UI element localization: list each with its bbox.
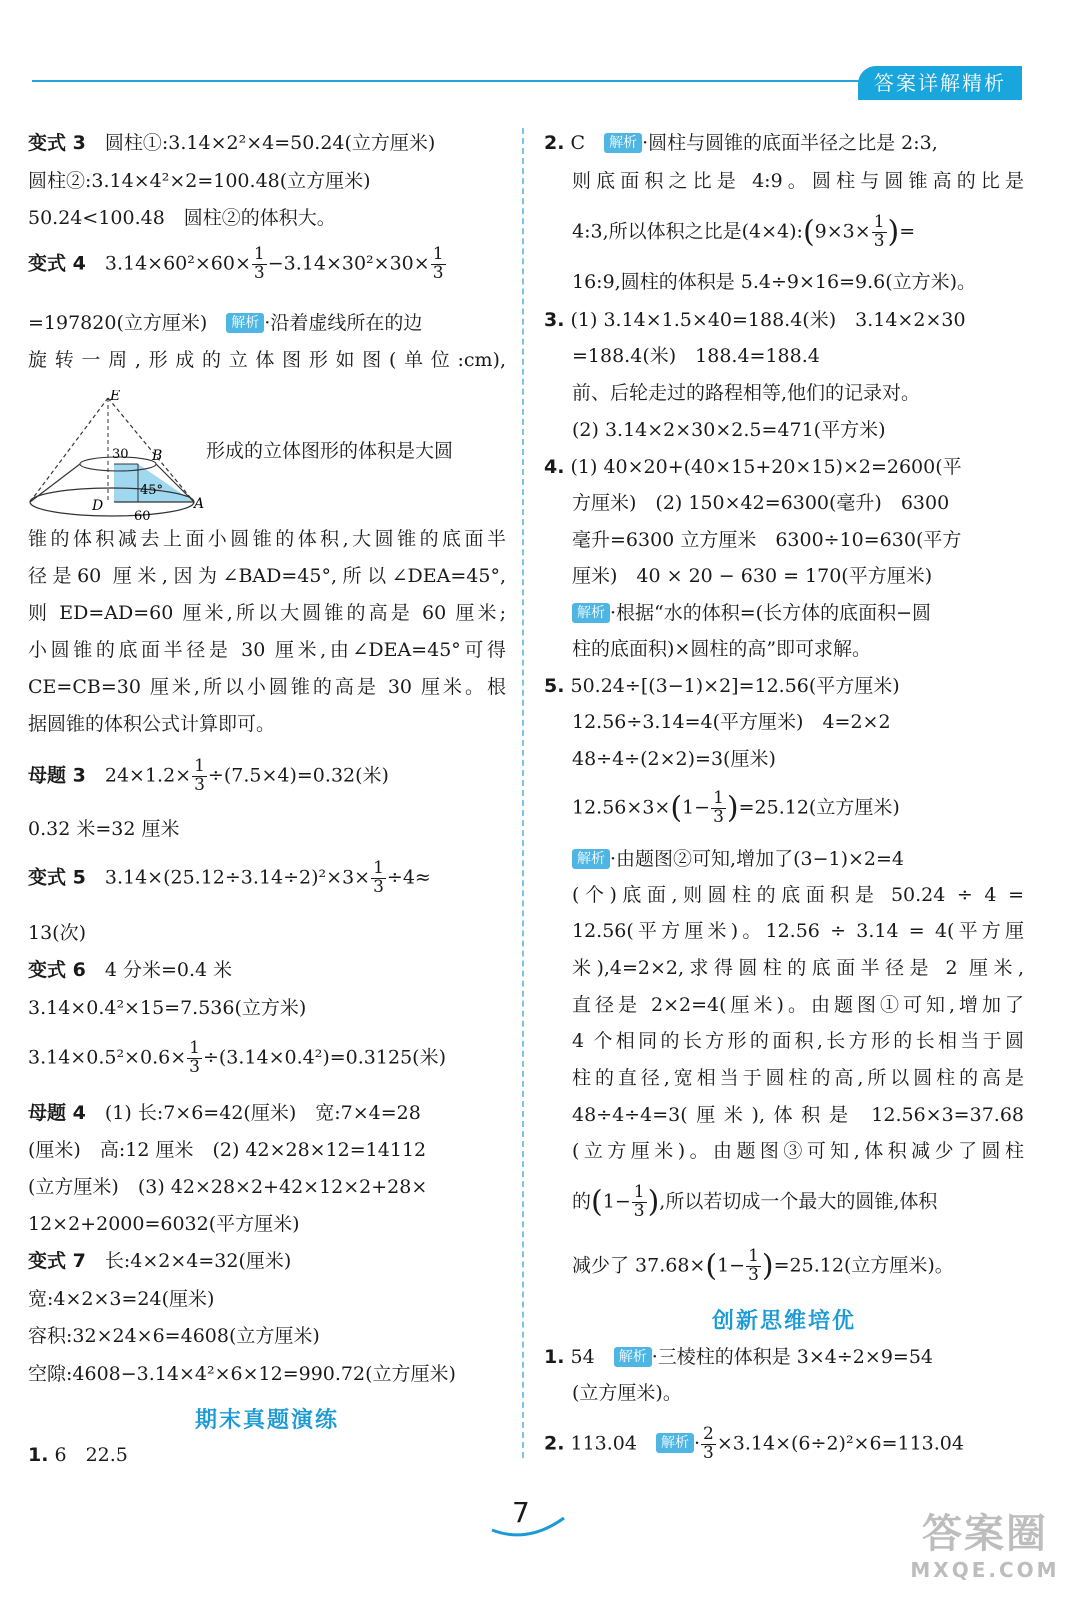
answer-line: (立方厘米)。	[572, 1382, 682, 1404]
label-60: 60	[134, 509, 151, 520]
analysis-tag: 解析	[614, 1347, 652, 1367]
fraction: $\frac{1}{3}$	[873, 212, 885, 251]
answer-line: 48÷4÷(2×2)=3(厘米)	[572, 748, 776, 770]
page-number: 7	[512, 1496, 530, 1529]
fraction: $\frac{1}{3}$	[748, 1246, 759, 1285]
answer-line: (2) 3.14×2×30×2.5=471(平方米)	[572, 419, 886, 441]
answer-line: 48÷4÷4=3(厘米),体积是 12.56×3=37.68	[572, 1104, 1024, 1126]
answer-line: 圆柱②:3.14×4²×2=100.48(立方厘米)	[28, 170, 371, 192]
answer-line: (厘米) 高:12 厘米 (2) 42×28×12=14112	[28, 1139, 427, 1161]
answer-line: 形成的立体图形的体积是大圆	[206, 440, 454, 462]
label-A: A	[194, 496, 205, 512]
watermark-site: MXQE.COM	[910, 1558, 1060, 1582]
fraction: $\frac{1}{3}$	[253, 244, 265, 283]
header-tab: 答案详解精析	[858, 66, 1022, 100]
answer-line: 小圆锥的底面半径是 30 厘米,由∠DEA=45°可得	[28, 639, 506, 661]
fraction: $\frac{1}{3}$	[189, 1038, 200, 1077]
answer-line: 16:9,圆柱的体积是 5.4÷9×16=9.6(立方米)。	[572, 271, 977, 293]
answer-line: 0.32 米=32 厘米	[28, 818, 180, 840]
answer-line: 12.56×3×(1− $\frac{1}{3}$ )=25.12(立方厘米)	[572, 788, 900, 827]
answer-line: 12.56÷3.14=4(平方厘米) 4=2×2	[572, 711, 891, 733]
fraction: $\frac{2}{3}$	[703, 1424, 714, 1463]
fraction: $\frac{1}{3}$	[432, 244, 444, 283]
answer-line: 空隙:4608−3.14×4²×6×12=990.72(立方厘米)	[28, 1363, 456, 1385]
answer-line: 母题 4 (1) 长:7×6=42(厘米) 宽:7×4=28	[28, 1102, 421, 1124]
answer-line: 的(1− $\frac{1}{3}$ ),所以若切成一个最大的圆锥,体积	[572, 1182, 938, 1221]
answer-line: 则底面积之比是 4:9。圆柱与圆锥高的比是	[572, 170, 1024, 192]
answer-line: 锥的体积减去上面小圆锥的体积,大圆锥的底面半	[28, 528, 506, 550]
label-D: D	[92, 498, 104, 514]
answer-line: 方厘米) (2) 150×42=6300(毫升) 6300	[572, 492, 950, 514]
label-30: 30	[112, 447, 129, 462]
answer-line: 旋转一周,形成的立体图形如图(单位:cm),	[28, 349, 506, 371]
answer-line: 则 ED=AD=60 厘米,所以大圆锥的高是 60 厘米;	[28, 602, 506, 624]
answer-line: 5. 50.24÷[(3−1)×2]=12.56(平方厘米)	[544, 675, 900, 697]
analysis-tag: 解析	[226, 313, 264, 333]
answer-line: (立方厘米) (3) 42×28×2+42×12×2+28×	[28, 1176, 428, 1198]
watermark	[900, 1510, 1070, 1590]
answer-line: 容积:32×24×6=4608(立方厘米)	[28, 1325, 320, 1347]
analysis-tag: 解析	[572, 849, 610, 869]
column-divider	[522, 128, 524, 1458]
answer-line: 解析 ·由题图②可知,增加了(3−1)×2=4	[572, 848, 1024, 871]
answer-line: 变式 6 4 分米=0.4 米	[28, 959, 233, 981]
analysis-tag: 解析	[656, 1433, 694, 1453]
answer-line: 12×2+2000=6032(平方厘米)	[28, 1213, 300, 1235]
answer-line: 变式 3 圆柱①:3.14×2²×4=50.24(立方厘米)	[28, 132, 436, 154]
answer-line: 2. C 解析 ·圆柱与圆锥的底面半径之比是 2:3,	[544, 132, 938, 154]
answer-line: 50.24<100.48 圆柱②的体积大。	[28, 207, 336, 229]
answer-line: 解析 ·根据“水的体积=(长方体的底面积−圆	[572, 602, 1024, 625]
answer-line: 1. 54 解析 ·三棱柱的体积是 3×4÷2×9=54	[544, 1346, 933, 1368]
answer-line: 3. (1) 3.14×1.5×40=188.4(米) 3.14×2×30	[544, 309, 966, 331]
label-B: B	[152, 448, 163, 464]
answer-line: 3.14×0.4²×15=7.536(立方米)	[28, 997, 307, 1019]
answer-line: 米),4=2×2,求得圆柱的底面半径是 2 厘米,	[572, 957, 1024, 979]
answer-line: 减少了 37.68×(1− $\frac{1}{3}$ )=25.12(立方厘米)。	[572, 1246, 954, 1285]
section-title: 创新思维培优	[711, 1309, 856, 1334]
answer-line: =188.4(米) 188.4=188.4	[572, 345, 820, 367]
answer-line: 3.14×0.5²×0.6× $\frac{1}{3}$ ÷(3.14×0.4²)=0.3125(米)	[28, 1038, 446, 1077]
answer-line: 1. 6 22.5	[28, 1444, 128, 1466]
answer-line: 4:3,所以体积之比是(4×4):(9×3× $\frac{1}{3}$ )=	[572, 212, 916, 251]
answer-line: =197820(立方厘米) 解析 ·沿着虚线所在的边	[28, 312, 423, 334]
fraction: $\frac{1}{3}$	[633, 1182, 645, 1221]
answer-line: 厘米) 40 × 20 − 630 = 170(平方厘米)	[572, 565, 933, 587]
answer-line: 直径是 2×2=4(厘米)。由题图①可知,增加了	[572, 994, 1024, 1016]
section-title: 期末真题演练	[194, 1408, 339, 1433]
answer-line: CE=CB=30 厘米,所以小圆锥的高是 30 厘米。根	[28, 676, 506, 698]
answer-line: 柱的底面积)×圆柱的高”即可求解。	[572, 638, 872, 660]
answer-line: 变式 4 3.14×60²×60× $\frac{1}{3}$ −3.14×30²×30× $\frac{1}{3}$	[28, 244, 444, 283]
answer-line: 12.56(平方厘米)。12.56 ÷ 3.14 = 4(平方厘	[572, 920, 1024, 942]
answer-line: 母题 3 24×1.2× $\frac{1}{3}$ ÷(7.5×4)=0.32(米)	[28, 756, 389, 795]
answer-line: 4. (1) 40×20+(40×15+20×15)×2=2600(平	[544, 456, 962, 478]
answer-line: 变式 5 3.14×(25.12÷3.14÷2)²×3× $\frac{1}{3}$ ÷4≈	[28, 858, 431, 897]
label-45: 45°	[140, 483, 164, 498]
answer-line: 变式 7 长:4×2×4=32(厘米)	[28, 1250, 292, 1272]
answer-line: 2. 113.04 解析 · $\frac{2}{3}$ ×3.14×(6÷2)²×6=113.04	[544, 1424, 964, 1463]
label-E: E	[110, 390, 121, 404]
answer-line: 前、后轮走过的路程相等,他们的记录对。	[572, 382, 921, 404]
answer-line: 毫升=6300 立方厘米 6300÷10=630(平方	[572, 529, 962, 551]
answer-line: 4 个相同的长方形的面积,长方形的长相当于圆	[572, 1030, 1024, 1052]
watermark-logo: 答案圈	[922, 1511, 1048, 1557]
answer-line: 13(次)	[28, 922, 87, 944]
answer-line: 柱的直径,宽相当于圆柱的高,所以圆柱的高是	[572, 1067, 1024, 1089]
analysis-tag: 解析	[604, 133, 642, 153]
answer-line: 宽:4×2×3=24(厘米)	[28, 1288, 215, 1310]
answer-line: (个)底面,则圆柱的底面积是 50.24 ÷ 4 =	[572, 884, 1024, 906]
cone-figure	[28, 390, 208, 520]
answer-line: (立方厘米)。由题图③可知,体积减少了圆柱	[572, 1140, 1024, 1162]
fraction: $\frac{1}{3}$	[373, 858, 384, 897]
fraction: $\frac{1}{3}$	[713, 788, 724, 827]
answer-line: 据圆锥的体积公式计算即可。	[28, 713, 276, 735]
analysis-tag: 解析	[572, 603, 610, 623]
page-swoosh-icon	[488, 1510, 568, 1540]
fraction: $\frac{1}{3}$	[194, 756, 205, 795]
answer-line: 径是60 厘米,因为∠BAD=45°,所以∠DEA=45°,	[28, 565, 506, 587]
header-rule	[32, 80, 862, 82]
